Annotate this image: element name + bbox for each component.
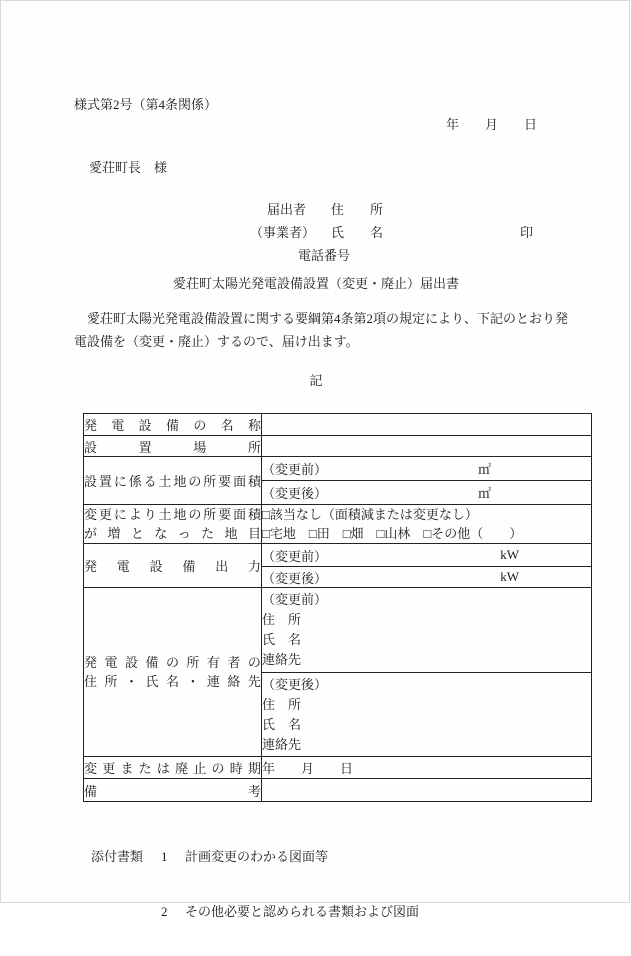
table-row-timing [84,757,592,779]
table-row-remarks [84,779,592,802]
output-after-cell [262,567,592,588]
remarks-label: 備 考 [84,783,261,799]
location-label: 設 置 場 所 [84,439,261,455]
owner-label-line2: 住 所 ・ 氏 名 ・ 連 絡 先 [84,674,261,689]
land-category-options-cell [262,505,592,544]
land-area-before-cell [262,457,592,481]
owner-after-contact-label: 連絡先 [262,736,302,752]
owner-before-address-label: 住 所 [262,612,302,627]
attachment-text: その他必要と認められる書類および図面 [185,904,420,919]
owner-label-cell [84,588,262,757]
applicant-business-label: （事業者） [250,225,316,240]
location-label-cell [84,436,262,457]
record-mark: 記 [309,373,323,388]
owner-before-cell [262,588,592,673]
attachments-label: 添付書類 [91,848,144,864]
document-title: 愛荘町太陽光発電設備設置（変更・廃止）届出書 [172,276,459,291]
form-number: 様式第2号（第4条関係） [74,97,218,112]
land-area-after-cell [262,481,592,505]
owner-after-cell [262,673,592,757]
output-label-cell [84,544,262,588]
table-row-output-before [84,544,592,567]
timing-label: 変 更 ま た は 廃 止 の 時 期 [84,761,261,776]
table-row-land-category [84,505,592,544]
land-category-option-list: □宅地 □田 □畑 □山林 □その他（ ） [262,526,523,541]
land-category-label-line1: 変 更 に よ り 土 地 の 所 要 面 積 [84,507,261,522]
land-category-label-line2: が 増 と な っ た 地 目 [84,526,261,541]
attachments-note [91,812,419,956]
form-table [83,413,592,802]
seal-mark: 印 [520,225,534,240]
remarks-value-cell [262,779,592,802]
attachment-number: 1 [161,848,168,864]
applicant-address-label: 住 所 [331,202,384,217]
land-area-label-cell [84,457,262,505]
location-value-cell [262,436,592,457]
timing-value-cell: 年 月 日 [262,757,592,779]
land-category-option-none: □該当なし（面積減または変更なし） [262,507,478,522]
applicant-role-label: 届出者 [267,202,307,217]
attachment-text: 計画変更のわかる図面等 [185,848,329,864]
owner-after-name-label: 氏 名 [262,716,302,732]
table-row-owner-before [84,588,592,673]
body-paragraph-line-2: 電設備を（変更・廃止）するので、届け出ます。 [74,334,359,349]
output-before-label: （変更前） [262,548,328,564]
facility-name-label: 発 電 設 備 の 名 称 [84,418,261,433]
owner-after-address-label: 住 所 [262,696,302,712]
land-area-before-label: （変更前） [262,462,328,477]
table-row-facility-name [84,414,592,436]
land-area-unit: ㎡ [477,486,491,501]
attachment-item-1 [91,845,419,868]
applicant-name-label: 氏 名 [331,225,384,240]
output-after-label: （変更後） [262,570,328,586]
owner-before-header: （変更前） [262,592,328,607]
land-area-after-label: （変更後） [262,486,328,501]
facility-name-label-cell [84,414,262,436]
remarks-label-cell [84,779,262,802]
applicant-phone-label: 電話番号 [298,248,351,263]
output-before-cell [262,544,592,567]
land-area-label: 設 置 に 係 る 土 地 の 所 要 面 積 [84,474,261,489]
table-row-land-area-before [84,457,592,481]
attachments-label-spacer [91,900,161,923]
owner-label-line1: 発 電 設 備 の 所 有 者 の [84,655,261,670]
timing-label-cell [84,757,262,779]
output-unit: kW [500,547,519,562]
owner-after-header: （変更後） [262,676,328,692]
owner-before-name-label: 氏 名 [262,632,302,647]
attachment-item-2 [91,900,419,923]
addressee: 愛荘町長 様 [89,160,168,175]
attachment-number: 2 [161,904,168,919]
land-area-unit: ㎡ [477,462,491,477]
facility-name-value-cell [262,414,592,436]
output-label: 発 電 設 備 出 力 [84,559,261,574]
body-paragraph-line-1: 愛荘町太陽光発電設備設置に関する要綱第4条第2項の規定により、下記のとおり発 [74,311,569,326]
table-row-location [84,436,592,457]
owner-before-contact-label: 連絡先 [262,652,302,667]
issue-date-line: 年 月 日 [446,117,538,132]
land-category-label-cell [84,505,262,544]
output-unit: kW [500,569,519,584]
